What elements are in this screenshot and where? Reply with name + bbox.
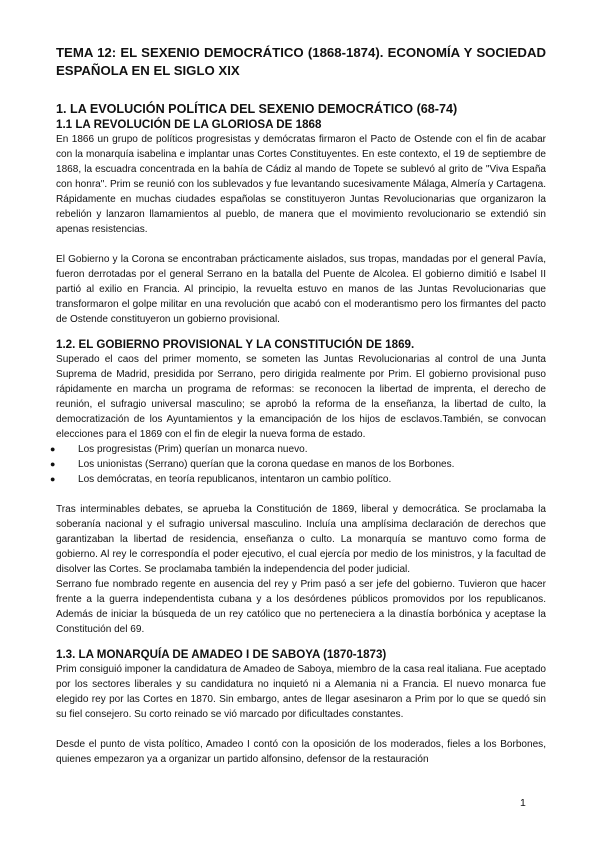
- section-1-heading: 1. LA EVOLUCIÓN POLÍTICA DEL SEXENIO DEMOCRÁTICO (68-74): [56, 102, 458, 116]
- list-item: [50, 457, 546, 472]
- paragraph: Serrano fue nombrado regente en ausencia del rey y Prim pasó a ser jefe del gobierno. Tuvieron que hacer frente a la guerra independentista cubana y a los desórdenes públicos promovidos por los republicanos. Además de iniciar la búsqueda de un rey católico que no perteneciera a la dinastía borbónica y aceptase la Constitución del 69.: [56, 579, 546, 635]
- paragraph: Desde el punto de vista político, Amadeo I contó con la oposición de los moderados, fieles a los Borbones, quienes empezaron ya a organizar un partido alfonsino, defensor de la restauración: [56, 739, 546, 765]
- page-content: [50, 44, 546, 767]
- paragraph: Tras interminables debates, se aprueba la Constitución de 1869, liberal y democrática. Se proclamaba la soberanía nacional y el sufragio universal masculino. Incluía una amplísima declaración de derechos que garantizaban la libertad de residencia, enseñanza o culto. La monarquía se mantuvo como forma de gobierno. Al rey le correspondía el poder ejecutivo, el cual ejercía por medio de los ministros, y la facultad de disolver las Cortes. Se proclamaba también la independencia del poder judicial.: [56, 504, 546, 575]
- section-1-1-heading: 1.1 LA REVOLUCIÓN DE LA GLORIOSA DE 1868: [56, 118, 322, 131]
- list-item: [50, 472, 546, 487]
- paragraph: Prim consiguió imponer la candidatura de Amadeo de Saboya, miembro de la casa real italiana. Fue aceptado por los sectores liberales y su candidatura no inquietó ni a Alemania ni a Francia. El nuevo monarca fue elegido rey por las Cortes en 1870. Sin embargo, antes de llegar asesinaron a Prim por lo que se quedó sin su fiel consejero. Su corto reinado se vió marcado por dificultades constantes.: [56, 664, 546, 720]
- section-1-3-heading: 1.3. LA MONARQUÍA DE AMADEO I DE SABOYA (1870-1873): [56, 648, 387, 661]
- section-1-2-heading: 1.2. EL GOBIERNO PROVISIONAL Y LA CONSTITUCIÓN DE 1869.: [56, 338, 415, 351]
- list-item-text: Los demócratas, en teoría republicanos, intentaron un cambio político.: [78, 474, 392, 485]
- bullet-icon: ●: [50, 474, 56, 484]
- document-title: TEMA 12: EL SEXENIO DEMOCRÁTICO (1868-1874). ECONOMÍA Y SOCIEDAD ESPAÑOLA EN EL SIGLO XIX: [56, 45, 546, 78]
- bullet-icon: ●: [50, 444, 56, 454]
- paragraph: Superado el caos del primer momento, se someten las Juntas Revolucionarias al control de una Junta Suprema de Madrid, presidida por Serrano, pero dirigida realmente por Prim. El gobierno provisional puso rápidamente en marcha un programa de reformas: se reconocen la libertad de imprenta, el derecho de reunión, el sufragio universal masculino; se aprobó la reforma de la enseñanza, la libertad de culto, la democratización de los Ayuntamientos y la emancipación de los hijos de esclavos.También, se convocan elecciones para el 1869 con el fin de elegir la nueva forma de estado.: [56, 354, 546, 440]
- paragraph: El Gobierno y la Corona se encontraban prácticamente aislados, sus tropas, mandadas por el general Pavía, fueron derrotadas por el general Serrano en la batalla del Puente de Alcolea. El gobierno dimitió e Isabel II partió al exilio en Francia. Al principio, la revuelta estuvo en manos de las Juntas Revolucionarias que transformaron el golpe militar en una revolución que acabó con el moderantismo pero los firmantes del pacto de Ostende constituyeron un gobierno provisional.: [56, 254, 546, 325]
- bullet-icon: ●: [50, 459, 56, 469]
- list-item: [50, 442, 546, 457]
- bullet-list: [50, 442, 546, 487]
- paragraph: En 1866 un grupo de políticos progresistas y demócratas firmaron el Pacto de Ostende con el fin de acabar con la monarquía isabelina e implantar unas Cortes Constituyentes. En este contexto, el 19 de septiembre de 1868, la escuadra concentrada en la bahía de Cádiz al mando de Topete se sublevó al grito de "Viva España con honra". Prim se reunió con los sublevados y fue levantando sucesivamente Málaga, Almería y Cartagena. Rápidamente en muchas ciudades españolas se constituyeron Juntas Revolucionarias que organizaron la rebelión y lanzaron llamamientos al pueblo, de manera que el movimiento revolucionario se extendió sin apenas resistencias.: [56, 134, 546, 235]
- page-number: 1: [520, 797, 526, 809]
- list-item-text: Los progresistas (Prim) querían un monarca nuevo.: [78, 444, 308, 455]
- list-item-text: Los unionistas (Serrano) querían que la corona quedase en manos de los Borbones.: [78, 459, 455, 470]
